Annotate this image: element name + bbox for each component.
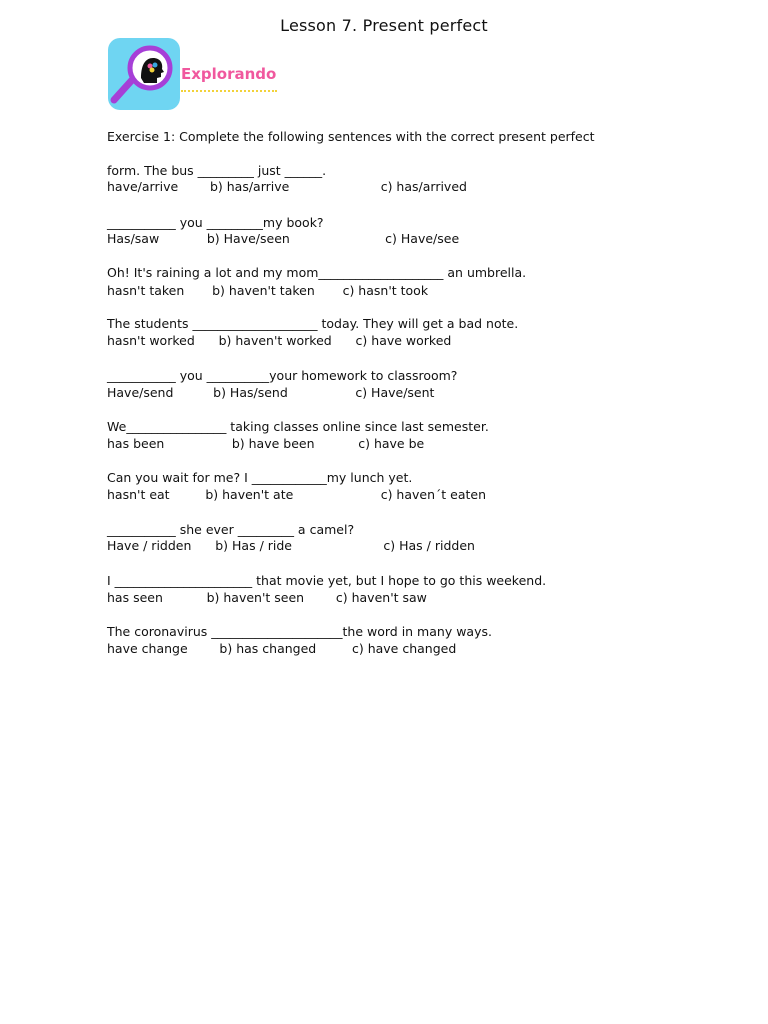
exercise-instruction: Exercise 1: Complete the following sentences with the correct present perfect: [107, 129, 595, 144]
magnifier-brain-icon: [108, 38, 180, 110]
question-6: We________________ taking classes online since last semester.: [107, 419, 489, 434]
brand-name: Explorando: [181, 65, 277, 83]
page-title: Lesson 7. Present perfect: [280, 16, 488, 35]
options-1: have/arrive b) has/arrive c) has/arrived: [107, 179, 467, 194]
exercise-content: [107, 128, 707, 656]
question-5: ___________ you __________your homework to classroom?: [107, 368, 458, 383]
question-10: The coronavirus _____________________the word in many ways.: [107, 624, 492, 639]
options-5: Have/send b) Has/send c) Have/sent: [107, 385, 435, 400]
options-10: have change b) has changed c) have changed: [107, 641, 457, 656]
question-8: ___________ she ever _________ a camel?: [107, 522, 355, 537]
explorando-logo: [108, 38, 280, 110]
options-2: Has/saw b) Have/seen c) Have/see: [107, 231, 460, 246]
options-7: hasn't eat b) haven't ate c) haven´t eaten: [107, 487, 486, 502]
brand-underline: [181, 90, 277, 92]
question-3: Oh! It's raining a lot and my mom____________________ an umbrella.: [107, 265, 527, 280]
question-2: ___________ you _________my book?: [107, 215, 324, 230]
options-3: hasn't taken b) haven't taken c) hasn't took: [107, 283, 429, 298]
options-6: has been b) have been c) have be: [107, 436, 425, 451]
question-7: Can you wait for me? I ____________my lunch yet.: [107, 470, 413, 485]
question-9: I ______________________ that movie yet, but I hope to go this weekend.: [107, 573, 547, 588]
question-4: The students ____________________ today. They will get a bad note.: [107, 316, 519, 331]
question-1: form. The bus _________ just ______.: [107, 163, 327, 178]
options-9: has seen b) haven't seen c) haven't saw: [107, 590, 427, 605]
options-4: hasn't worked b) haven't worked c) have worked: [107, 333, 452, 348]
options-8: Have / ridden b) Has / ride c) Has / ridden: [107, 538, 475, 553]
